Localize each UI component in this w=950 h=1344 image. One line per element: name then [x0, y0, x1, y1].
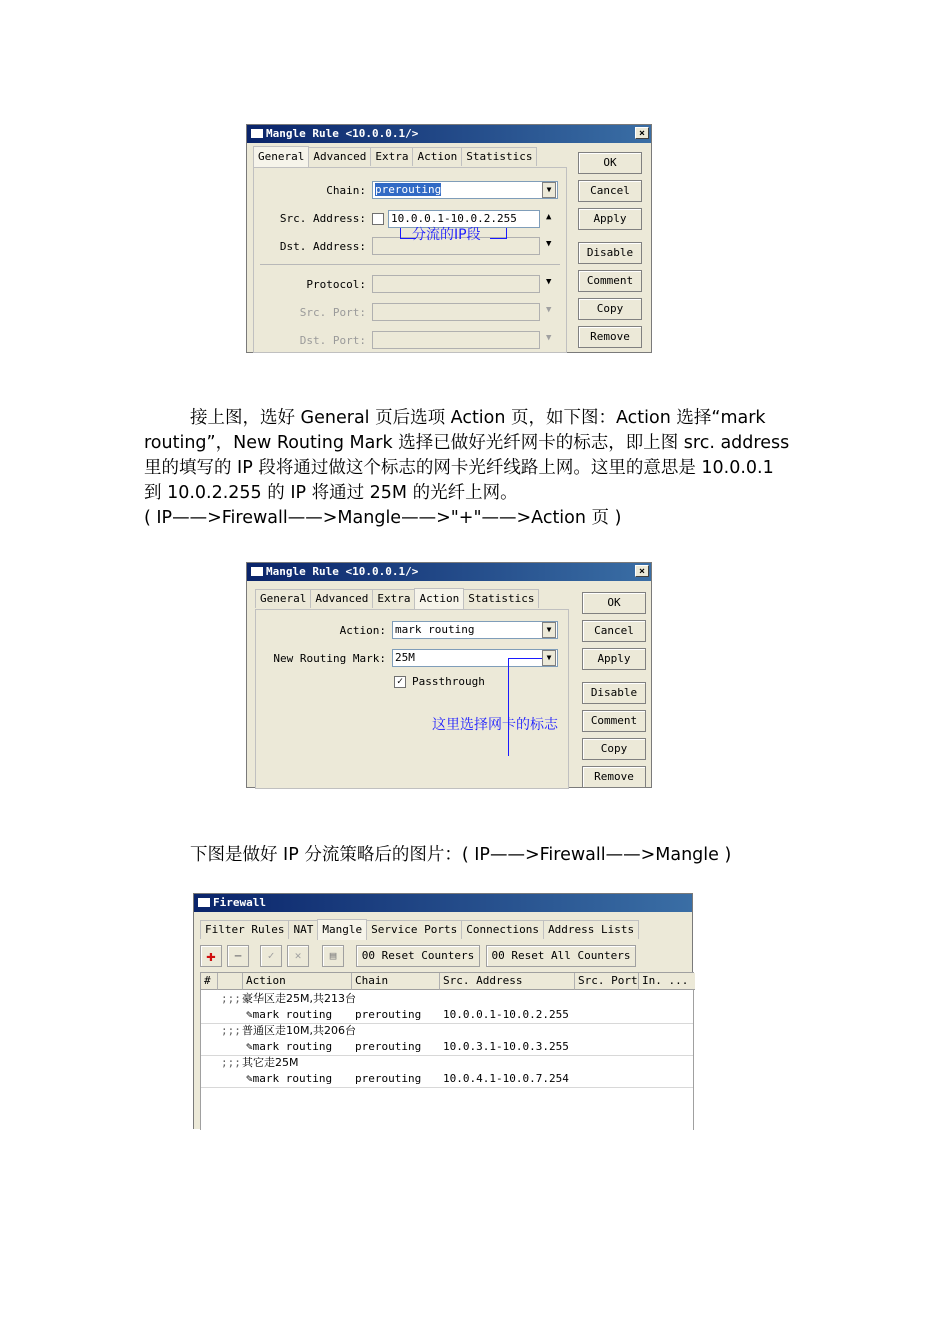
firewall-window: [193, 893, 693, 1129]
comment-button[interactable]: Comment: [582, 710, 646, 732]
window-icon: [198, 898, 210, 907]
paragraph-line-2: routing”，New Routing Mark 选择已做好光纤网卡的标志，即上图 src. address: [144, 433, 790, 453]
dialog-titlebar: [247, 125, 651, 143]
src-address-label: Src. Address:: [279, 212, 366, 225]
add-button[interactable]: [200, 945, 222, 967]
comment-button[interactable]: Comment: [578, 270, 642, 292]
mangle-rule-dialog-general: [246, 124, 652, 353]
row-action: mark routing: [252, 1072, 333, 1085]
table-row[interactable]: [201, 1007, 693, 1024]
annotation-line-vertical: [508, 658, 509, 756]
comment-text: 其它走25M: [242, 1056, 299, 1069]
dst-port-label: Dst. Port:: [299, 334, 366, 347]
tab-extra[interactable]: Extra: [372, 589, 415, 608]
general-panel: [253, 167, 567, 353]
row-action-cell: [243, 1039, 352, 1055]
protocol-input[interactable]: [372, 275, 540, 293]
src-port-input: [372, 303, 540, 321]
close-icon[interactable]: ×: [635, 565, 649, 577]
row-action: mark routing: [252, 1008, 333, 1021]
chevron-down-icon[interactable]: ▼: [542, 622, 556, 638]
comment-icon: ▤: [329, 949, 337, 962]
firewall-title: Firewall: [213, 896, 266, 909]
comment-text: 豪华区走25M,共213台: [242, 992, 356, 1005]
column-header-chain[interactable]: Chain: [352, 973, 440, 990]
tab-advanced[interactable]: Advanced: [310, 589, 373, 608]
disable-button[interactable]: Disable: [578, 242, 642, 264]
apply-button[interactable]: Apply: [578, 208, 642, 230]
copy-button[interactable]: Copy: [578, 298, 642, 320]
x-icon: ✕: [294, 949, 302, 962]
dialog-title: Mangle Rule <10.0.0.1/>: [266, 565, 419, 578]
column-header-src-address[interactable]: Src. Address: [440, 973, 575, 990]
reset-all-counters-button[interactable]: 00 Reset All Counters: [486, 945, 636, 967]
firewall-titlebar: [194, 894, 692, 912]
chain-label: Chain:: [326, 184, 366, 197]
row-chain: prerouting: [355, 1040, 422, 1053]
row-action-cell: [243, 1071, 352, 1087]
tab-address-lists[interactable]: Address Lists: [543, 920, 639, 939]
row-chain: prerouting: [355, 1008, 422, 1021]
row-chain: prerouting: [355, 1072, 422, 1085]
paragraph-line-5: ( IP——>Firewall——>Mangle——>"+"——>Action 页 ): [144, 508, 622, 528]
tab-service-ports[interactable]: Service Ports: [366, 920, 462, 939]
divider: [260, 264, 560, 265]
caption: 下图是做好 IP 分流策略后的图片：( IP——>Firewall——>Mangle ): [190, 845, 732, 865]
passthrough-checkbox[interactable]: ✓: [394, 676, 406, 688]
chain-select[interactable]: prerouting: [372, 181, 558, 199]
remove-rule-button[interactable]: [227, 945, 249, 967]
src-port-label: Src. Port:: [299, 306, 366, 319]
cancel-button[interactable]: Cancel: [582, 620, 646, 642]
copy-button[interactable]: Copy: [582, 738, 646, 760]
routing-mark-label: New Routing Mark:: [273, 652, 386, 665]
check-icon: ✓: [267, 949, 275, 962]
dst-address-label: Dst. Address:: [279, 240, 366, 253]
dst-port-input: [372, 331, 540, 349]
paragraph-line-1: 接上图，选好 General 页后选项 Action 页，如下图：Action 选择“mark: [190, 408, 766, 428]
src-address-input[interactable]: 10.0.0.1-10.0.2.255: [388, 210, 540, 228]
paragraph-line-4: 到 10.0.2.255 的 IP 将通过 25M 的光纤上网。: [144, 483, 518, 503]
comment-row[interactable]: [201, 1055, 693, 1071]
comment-text: 普通区走10M,共206台: [242, 1024, 356, 1037]
comment-row[interactable]: [201, 991, 693, 1007]
comment-rule-button[interactable]: [322, 945, 344, 967]
tab-connections[interactable]: Connections: [461, 920, 544, 939]
comment-row[interactable]: [201, 1023, 693, 1039]
row-src-address: 10.0.3.1-10.0.3.255: [443, 1040, 569, 1053]
routing-mark-select[interactable]: 25M: [392, 649, 558, 667]
disable-button[interactable]: Disable: [582, 682, 646, 704]
pencil-icon: ✎: [246, 1072, 253, 1085]
pencil-icon: ✎: [246, 1040, 253, 1053]
table-row[interactable]: [201, 1071, 693, 1088]
chevron-down-icon[interactable]: ▼: [546, 239, 552, 249]
src-address-negate-checkbox[interactable]: [372, 213, 384, 225]
action-label: Action:: [339, 624, 386, 637]
enable-button[interactable]: [260, 945, 282, 967]
tab-extra[interactable]: Extra: [370, 147, 413, 166]
mangle-rule-dialog-action: [246, 562, 652, 788]
apply-button[interactable]: Apply: [582, 648, 646, 670]
row-src-address: 10.0.4.1-10.0.7.254: [443, 1072, 569, 1085]
dialog-titlebar: [247, 563, 651, 581]
annotation-bracket-bottom-right: [490, 238, 506, 239]
tab-statistics[interactable]: Statistics: [463, 589, 539, 608]
annotation-line-horizontal: [508, 658, 542, 659]
column-header-in-interface[interactable]: In. ...: [639, 973, 695, 990]
comment-marker: ;;;: [221, 1024, 241, 1037]
row-action-cell: [243, 1007, 352, 1023]
annotation-bracket-right: [506, 228, 507, 239]
tab-action[interactable]: Action: [412, 147, 462, 166]
row-src-address: 10.0.0.1-10.0.2.255: [443, 1008, 569, 1021]
tab-statistics[interactable]: Statistics: [461, 147, 537, 166]
tab-bar: [253, 147, 536, 167]
row-action: mark routing: [252, 1040, 333, 1053]
tab-nat[interactable]: NAT: [288, 920, 318, 939]
passthrough-label: Passthrough: [412, 675, 485, 688]
column-header-src-port[interactable]: Src. Port: [575, 973, 639, 990]
reset-counters-button[interactable]: 00 Reset Counters: [356, 945, 480, 967]
protocol-label: Protocol:: [306, 278, 366, 291]
action-panel: [255, 609, 569, 789]
tab-general[interactable]: General: [253, 146, 309, 167]
tab-action[interactable]: Action: [414, 588, 464, 609]
mangle-rules-table: [200, 972, 694, 1130]
column-header-number[interactable]: #: [201, 973, 218, 990]
minus-icon: —: [234, 949, 242, 962]
chevron-down-icon[interactable]: ▼: [546, 277, 552, 287]
paragraph-line-3: 里的填写的 IP 段将通过做这个标志的网卡光纤线路上网。这里的意思是 10.0.0.1: [144, 458, 774, 478]
action-select[interactable]: mark routing: [392, 621, 558, 639]
chevron-down-icon: ▼: [546, 333, 552, 343]
tab-mangle[interactable]: Mangle: [317, 919, 367, 940]
ok-button[interactable]: OK: [582, 592, 646, 614]
chevron-down-icon: ▼: [546, 305, 552, 315]
column-header-blank: [218, 973, 243, 990]
dialog-title: Mangle Rule <10.0.0.1/>: [266, 127, 419, 140]
disable-rule-button[interactable]: [287, 945, 309, 967]
chevron-down-icon[interactable]: ▼: [542, 182, 556, 198]
window-icon: [251, 567, 263, 576]
close-icon[interactable]: ×: [635, 127, 649, 139]
firewall-tab-bar: [200, 920, 638, 940]
annotation-nic-mark: 这里选择网卡的标志: [432, 717, 558, 733]
pencil-icon: ✎: [246, 1008, 253, 1021]
chevron-down-icon[interactable]: ▼: [542, 650, 556, 666]
comment-marker: ;;;: [221, 992, 241, 1005]
annotation-ip-range: 分流的IP段: [412, 227, 481, 243]
tab-filter-rules[interactable]: Filter Rules: [200, 920, 289, 939]
tab-advanced[interactable]: Advanced: [308, 147, 371, 166]
tab-bar: [255, 589, 538, 609]
remove-button[interactable]: Remove: [582, 766, 646, 788]
cancel-button[interactable]: Cancel: [578, 180, 642, 202]
comment-marker: ;;;: [221, 1056, 241, 1069]
remove-button[interactable]: Remove: [578, 326, 642, 348]
table-row[interactable]: [201, 1039, 693, 1056]
chevron-up-icon[interactable]: ▲: [546, 212, 552, 222]
window-icon: [251, 129, 263, 138]
column-header-action[interactable]: Action: [243, 973, 352, 990]
plus-icon: ✚: [206, 946, 216, 965]
tab-general[interactable]: General: [255, 589, 311, 608]
ok-button[interactable]: OK: [578, 152, 642, 174]
